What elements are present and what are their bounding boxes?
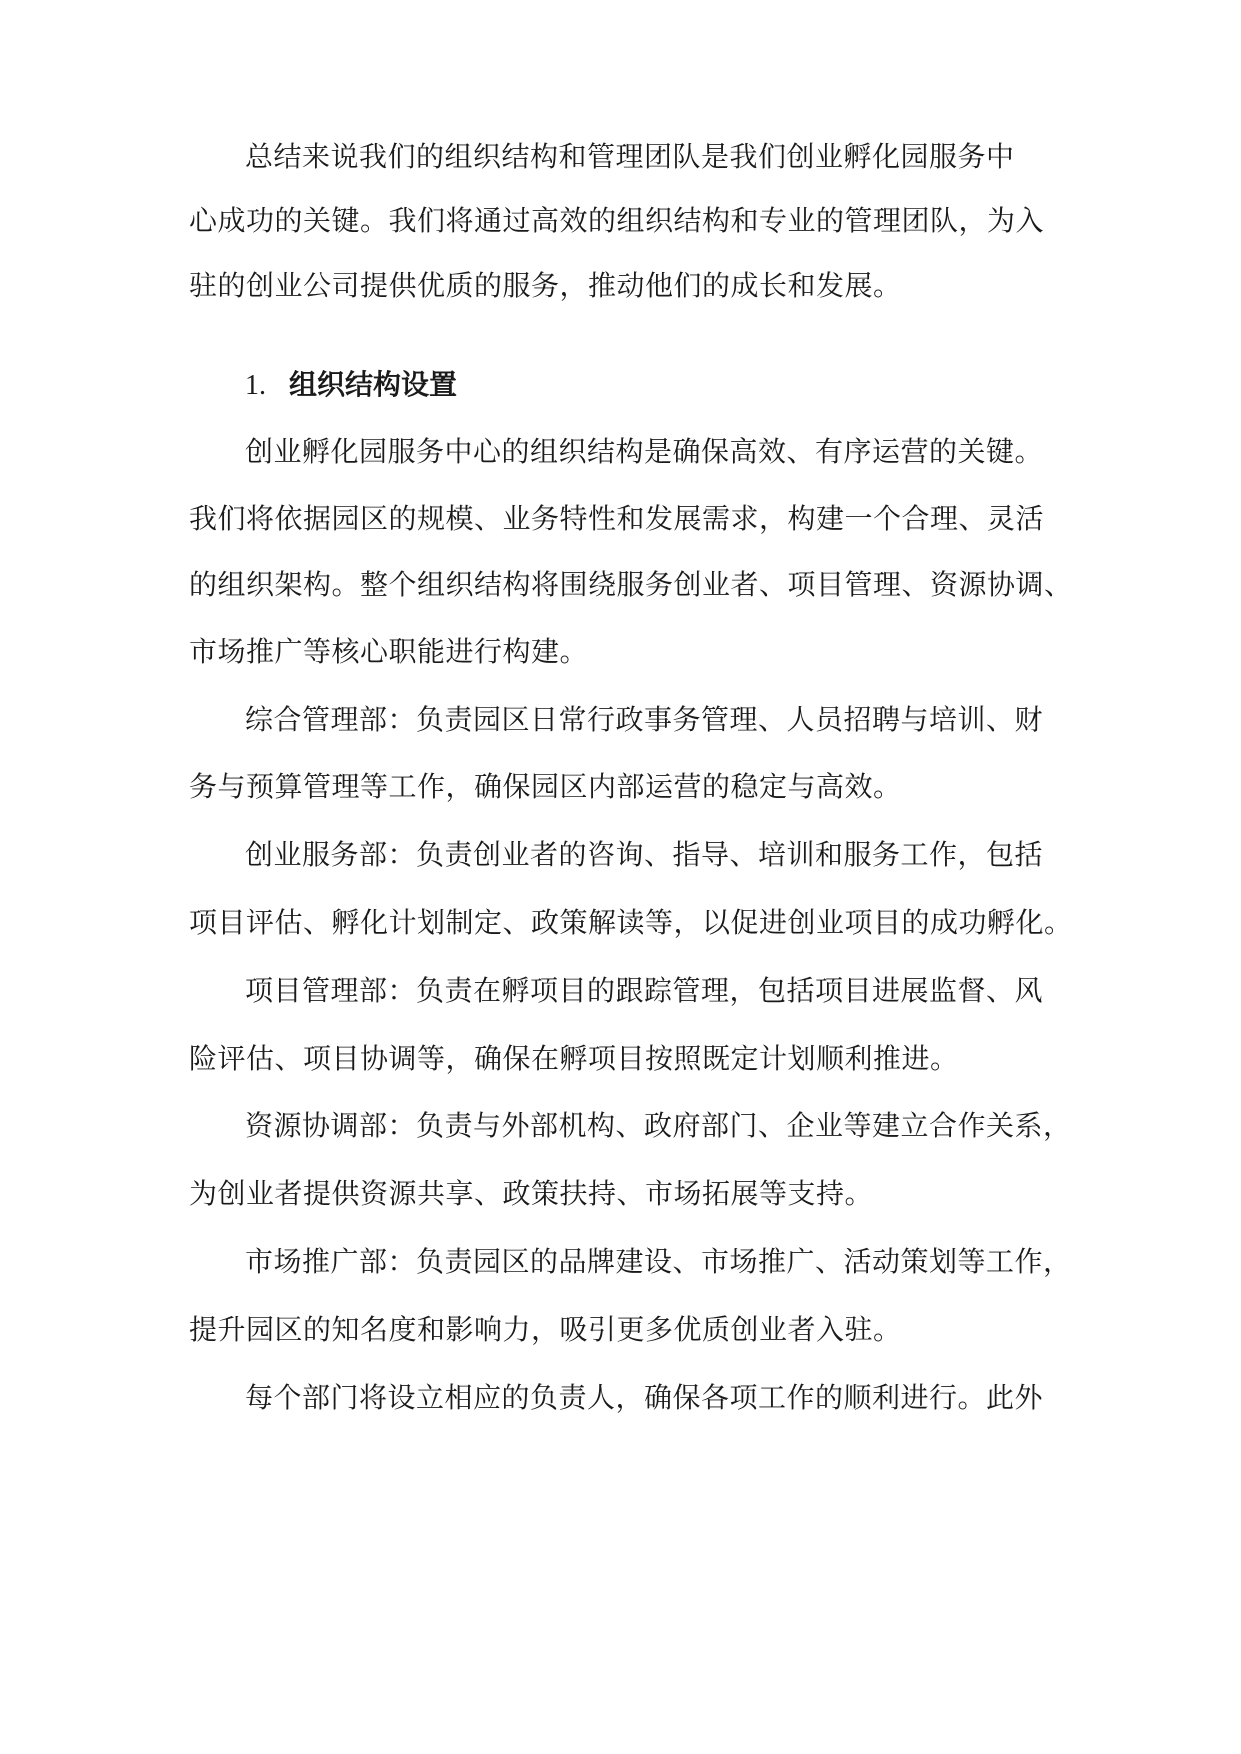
paragraph-line: 我们将依据园区的规模、业务特性和发展需求，构建一个合理、灵活: [189, 502, 1045, 535]
paragraph-line: 创业服务部：负责创业者的咨询、指导、培训和服务工作，包括: [245, 838, 1044, 871]
paragraph-line: 市场推广部：负责园区的品牌建设、市场推广、活动策划等工作，: [245, 1245, 1072, 1278]
paragraph-line: 资源协调部：负责与外部机构、政府部门、企业等建立合作关系，: [245, 1109, 1072, 1142]
paragraph-line: 提升园区的知名度和影响力，吸引更多优质创业者入驻。: [189, 1313, 902, 1346]
section-heading: [245, 365, 457, 405]
paragraph-line: 综合管理部：负责园区日常行政事务管理、人员招聘与培训、财: [245, 703, 1044, 736]
section-title: 组织结构设置: [289, 368, 458, 401]
paragraph-line: 的组织架构。整个组织结构将围绕服务创业者、项目管理、资源协调、: [189, 568, 1073, 601]
section-number: 1.: [245, 370, 266, 401]
paragraph-line: 创业孵化园服务中心的组织结构是确保高效、有序运营的关键。: [245, 435, 1044, 468]
paragraph-line: 驻的创业公司提供优质的服务，推动他们的成长和发展。: [189, 269, 902, 302]
paragraph-line: 务与预算管理等工作，确保园区内部运营的稳定与高效。: [189, 770, 902, 803]
paragraph-line: 每个部门将设立相应的负责人，确保各项工作的顺利进行。此外: [245, 1381, 1044, 1414]
paragraph-line: 项目管理部：负责在孵项目的跟踪管理，包括项目进展监督、风: [245, 974, 1044, 1007]
paragraph-line: 市场推广等核心职能进行构建。: [189, 635, 589, 668]
paragraph-line: 为创业者提供资源共享、政策扶持、市场拓展等支持。: [189, 1177, 874, 1210]
paragraph-line: 心成功的关键。我们将通过高效的组织结构和专业的管理团队，为入: [189, 204, 1045, 237]
paragraph-line: 险评估、项目协调等，确保在孵项目按照既定计划顺利推进。: [189, 1042, 959, 1075]
paragraph-line: 项目评估、孵化计划制定、政策解读等，以促进创业项目的成功孵化。: [189, 906, 1073, 939]
paragraph-line: 总结来说我们的组织结构和管理团队是我们创业孵化园服务中: [245, 140, 1015, 173]
